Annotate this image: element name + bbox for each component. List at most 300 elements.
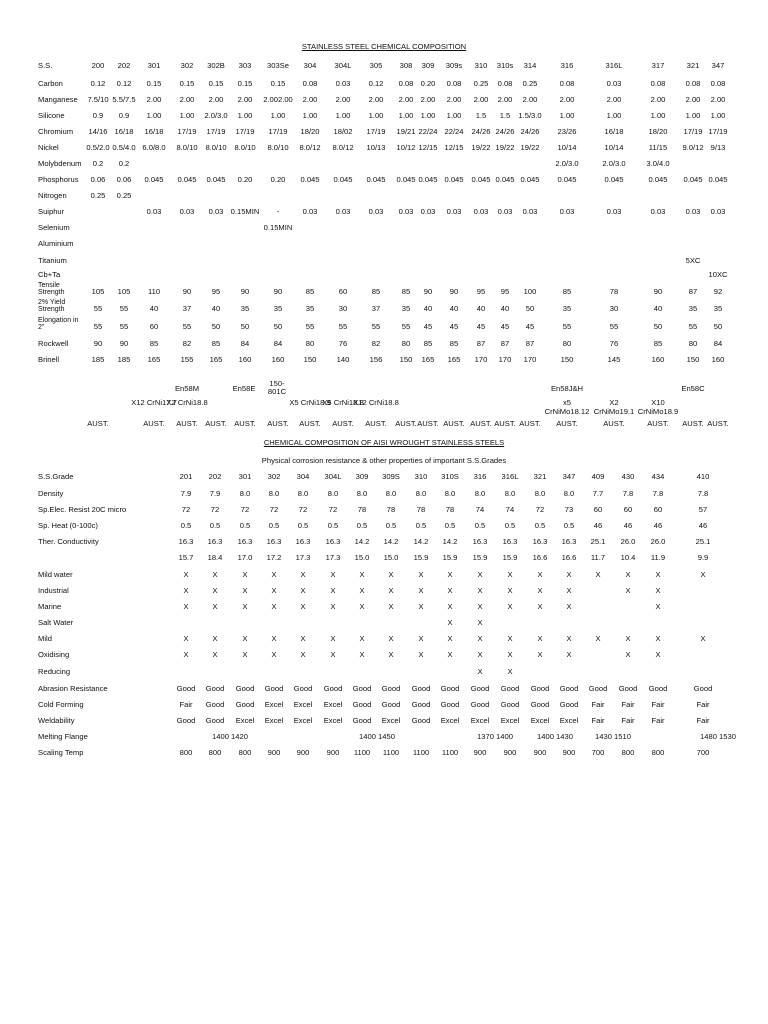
sheet2-header-cell: 410 [696, 472, 710, 481]
sheet2-cell: X [271, 634, 277, 643]
sheet1-cell: 170 [498, 355, 512, 364]
sheet1-cell: 0.03 [685, 207, 701, 216]
aust-label: AUST. [603, 419, 625, 428]
aust-label: AUST. [443, 419, 465, 428]
sheet2-header-cell: 310S [441, 472, 459, 481]
aust-label: AUST. [332, 419, 354, 428]
sheet1-row-label: Phosphorus [38, 175, 79, 184]
sheet2-cell: Excel [264, 700, 284, 709]
sheet2-cell: 800 [621, 748, 635, 757]
sheet2-cell: Excel [323, 700, 343, 709]
sheet2-row-label: Density [38, 489, 64, 498]
sheet2-cell: 72 [328, 505, 338, 514]
sheet2-row-label: Weldability [38, 716, 75, 725]
sheet1-header-cell: 302B [207, 61, 225, 70]
sheet1-cell: 2.00 [335, 95, 351, 104]
sheet1-header-cell: 309 [421, 61, 435, 70]
sheet1-cell: 24/26 [495, 127, 515, 136]
sheet2-cell: 1400 1430 [537, 732, 573, 741]
sheet2-cell: Good [500, 700, 520, 709]
equivalent-designation: X2 CrNiMo19.1 [593, 398, 635, 416]
sheet1-cell: 1.5 [499, 111, 511, 120]
sheet2-cell: Good [352, 700, 372, 709]
sheet1-cell: 0.045 [396, 175, 416, 184]
sheet2-cell: 0.5 [385, 521, 397, 530]
sheet1-cell: 0.03 [398, 207, 414, 216]
sheet2-cell: X [507, 570, 513, 579]
sheet1-cell: 18/02 [333, 127, 353, 136]
sheet1-cell: 8.0/12 [299, 143, 321, 152]
sheet1-cell: 11/15 [648, 143, 668, 152]
sheet2-cell: Excel [559, 716, 579, 725]
sheet2-cell: Excel [381, 716, 401, 725]
sheet1-cell: 35 [273, 304, 283, 313]
sheet1-row-label: Tensile Strength [38, 282, 65, 296]
equivalent-grade: En58C [681, 384, 705, 393]
sheet1-cell: 82 [371, 339, 381, 348]
sheet1-cell: 1.00 [146, 111, 162, 120]
sheet2-cell: 0.5 [444, 521, 456, 530]
sheet1-cell: 2.00 [368, 95, 384, 104]
sheet1-cell: 0.045 [177, 175, 197, 184]
sheet1-row-label: Chromium [38, 127, 74, 136]
sheet2-cell: 72 [298, 505, 308, 514]
sheet1-cell: 30 [609, 304, 619, 313]
sheet1-cell: 8.0/10 [267, 143, 289, 152]
sheet1-cell: 1.00 [368, 111, 384, 120]
sheet2-cell: 8.0 [356, 489, 368, 498]
aust-label: AUST. [556, 419, 578, 428]
sheet1-cell: 80 [305, 339, 315, 348]
sheet1-cell: 19/22 [520, 143, 540, 152]
sheet2-header-cell: 304L [324, 472, 342, 481]
sheet1-cell: 85 [562, 287, 572, 296]
sheet2-cell: Fair [696, 716, 710, 725]
sheet1-cell: 0.12 [368, 79, 384, 88]
sheet2-header-cell: 201 [179, 472, 193, 481]
sheet1-cell: 1.5 [475, 111, 487, 120]
equivalent-grade: En58E [232, 384, 256, 393]
sheet2-cell: 1100 [353, 748, 371, 757]
sheet1-cell: 17/19 [683, 127, 703, 136]
sheet1-cell: 0.045 [648, 175, 668, 184]
sheet1-cell: 1.00 [710, 111, 726, 120]
sheet1-cell: 40 [211, 304, 221, 313]
sheet1-cell: 90 [93, 339, 103, 348]
sheet1-cell: 0.06 [116, 175, 132, 184]
sheet2-cell: 16.3 [207, 537, 223, 546]
sheet2-cell: X [700, 634, 706, 643]
sheet2-cell: Excel [235, 716, 255, 725]
sheet2-row-label: Scaling Temp [38, 748, 84, 757]
sheet2-cell: X [388, 602, 394, 611]
sheet2-cell: 0.5 [504, 521, 516, 530]
equivalent-designation: X5 CrNi18.9 [289, 398, 331, 407]
sheet2-cell: X [330, 602, 336, 611]
sheet2-cell: X [537, 602, 543, 611]
sheet2-cell: 25.1 [590, 537, 606, 546]
sheet2-cell: X [418, 602, 424, 611]
sheet1-cell: 0.12 [116, 79, 132, 88]
aust-label: AUST. [299, 419, 321, 428]
sheet1-cell: 90 [119, 339, 129, 348]
sheet2-cell: 11.9 [650, 553, 666, 562]
sheet2-cell: Good [440, 700, 460, 709]
sheet2-cell: X [271, 602, 277, 611]
equivalent-grade: 150-801C [267, 379, 287, 396]
sheet1-cell: 50 [653, 322, 663, 331]
sheet2-cell: 60 [593, 505, 603, 514]
sheet1-row-label: Silicone [38, 111, 65, 120]
sheet1-cell: 78 [609, 287, 619, 296]
sheet2-cell: X [625, 570, 631, 579]
sheet1-cell: 45 [449, 322, 459, 331]
aust-label: AUST. [143, 419, 165, 428]
sheet2-cell: 7.9 [209, 489, 221, 498]
sheet1-cell: 60 [149, 322, 159, 331]
sheet2-header-cell: 309S [382, 472, 400, 481]
sheet2-cell: 8.0 [239, 489, 251, 498]
sheet1-cell: 2.00 [473, 95, 489, 104]
sheet2-cell: Good [530, 700, 550, 709]
equivalent-designation: X12 CrNi17.7 [131, 398, 177, 407]
sheet2-cell: X [359, 586, 365, 595]
equivalent-grade: En58M [174, 384, 200, 393]
sheet1-cell: 0.03 [606, 207, 622, 216]
sheet2-header-cell: 409 [591, 472, 605, 481]
sheet2-cell: 1100 [412, 748, 430, 757]
sheet1-cell: 0.9 [118, 111, 130, 120]
sheet2-cell: X [418, 570, 424, 579]
sheet1-cell: 90 [182, 287, 192, 296]
sheet1-cell: 1.00 [420, 111, 436, 120]
sheet1-cell: 10/14 [557, 143, 577, 152]
sheet2-cell: 16.3 [561, 537, 577, 546]
sheet2-cell: X [655, 602, 661, 611]
sheet1-cell: 17/19 [268, 127, 288, 136]
sheet1-cell: 50 [211, 322, 221, 331]
sheet1-cell: 85 [653, 339, 663, 348]
sheet2-cell: 800 [179, 748, 193, 757]
sheet1-cell: 1.00 [270, 111, 286, 120]
sheet2-row-label: Reducing [38, 667, 71, 676]
sheet1-header-cell: 304 [303, 61, 317, 70]
sheet1-cell: 0.06 [90, 175, 106, 184]
sheet2-cell: Good [411, 684, 431, 693]
sheet1-cell: 87 [688, 287, 698, 296]
aust-label: AUST. [267, 419, 289, 428]
sheet1-cell: 0.03 [559, 207, 575, 216]
sheet1-cell: 84 [713, 339, 723, 348]
sheet2-cell: X [418, 650, 424, 659]
sheet2-cell: Good [470, 700, 490, 709]
sheet1-cell: 156 [369, 355, 383, 364]
sheet1-cell: 55 [562, 322, 572, 331]
sheet2-cell: X [566, 602, 572, 611]
aust-label: AUST. [205, 419, 227, 428]
sheet2-cell: 26.0 [650, 537, 666, 546]
sheet2-cell: X [625, 586, 631, 595]
sheet1-cell: 40 [500, 304, 510, 313]
sheet1-cell: 37 [182, 304, 192, 313]
sheet1-cell: 0.045 [683, 175, 703, 184]
sheet2-cell: 0.5 [356, 521, 368, 530]
sheet1-cell: 80 [688, 339, 698, 348]
sheet2-cell: X [507, 650, 513, 659]
sheet2-cell: X [537, 586, 543, 595]
sheet2-cell: Good [440, 684, 460, 693]
sheet2-cell: 8.0 [504, 489, 516, 498]
sheet1-cell: 92 [713, 287, 723, 296]
sheet1-header-cell: 304L [334, 61, 352, 70]
sheet1-cell: 50 [240, 322, 250, 331]
sheet1-cell: 85 [211, 339, 221, 348]
sheet2-cell: X [359, 570, 365, 579]
sheet2-cell: Good [352, 716, 372, 725]
sheet2-header-cell: 434 [651, 472, 665, 481]
sheet2-cell: X [418, 634, 424, 643]
sheet2-cell: X [242, 570, 248, 579]
sheet1-cell: 55 [93, 304, 103, 313]
sheet2-cell: X [183, 602, 189, 611]
sheet2-cell: 1430 1510 [595, 732, 631, 741]
sheet2-cell: 60 [623, 505, 633, 514]
sheet2-cell: X [212, 634, 218, 643]
sheet2-cell: 73 [564, 505, 574, 514]
sheet1-cell: 0.20 [237, 175, 253, 184]
sheet1-cell: 80 [562, 339, 572, 348]
sheet2-cell: 15.7 [178, 553, 194, 562]
sheet2-cell: 900 [562, 748, 576, 757]
sheet1-cell: 110 [147, 287, 161, 296]
sheet1-cell: 90 [240, 287, 250, 296]
sheet2-cell: 1100 [382, 748, 400, 757]
sheet2-cell: Good [205, 684, 225, 693]
sheet2-cell: X [477, 618, 483, 627]
sheet2-cell: Fair [591, 700, 605, 709]
sheet2-row-label: Melting Flange [38, 732, 88, 741]
sheet1-cell: 100 [523, 287, 537, 296]
sheet1-row-label: Suiphur [38, 207, 65, 216]
sheet1-cell: 0.03 [446, 207, 462, 216]
sheet2-header-cell: 310 [414, 472, 428, 481]
sheet1-header-cell: 301 [147, 61, 161, 70]
sheet2-row-label: Abrasion Resistance [38, 684, 108, 693]
sheet1-cell: 55 [119, 322, 129, 331]
sheet1-cell: 2.00 [146, 95, 162, 104]
sheet2-cell: 46 [698, 521, 708, 530]
sheet2-cell: 72 [210, 505, 220, 514]
sheet2-cell: Fair [651, 700, 665, 709]
sheet2-cell: 8.0 [534, 489, 546, 498]
sheet1-header-cell: 347 [711, 61, 725, 70]
sheet1-cell: 0.15 [146, 79, 162, 88]
sheet2-cell: 11.7 [590, 553, 606, 562]
sheet2-cell: 8.0 [327, 489, 339, 498]
equivalent-designation: X10 CrNiMo18.9 [637, 398, 679, 416]
sheet1-cell: 85 [423, 339, 433, 348]
sheet1-cell: 8.0/10 [234, 143, 256, 152]
sheet1-cell: 160 [271, 355, 285, 364]
sheet1-row-label: Nitrogen [38, 191, 67, 200]
sheet2-cell: 900 [267, 748, 281, 757]
sheet1-cell: 12/15 [418, 143, 438, 152]
sheet1-cell: 185 [91, 355, 105, 364]
sheet2-cell: 14.2 [383, 537, 399, 546]
sheet1-cell: 0.5/2.0 [86, 143, 110, 152]
aust-label: AUST. [395, 419, 417, 428]
sheet1-cell: 0.03 [335, 207, 351, 216]
sheet1-cell: 1.00 [398, 111, 414, 120]
sheet1-cell: 165 [147, 355, 161, 364]
sheet1-cell: 30 [338, 304, 348, 313]
sheet2-cell: X [242, 650, 248, 659]
sheet2-cell: 900 [533, 748, 547, 757]
sheet2-cell: 1370 1400 [477, 732, 513, 741]
sheet2-cell: 7.8 [622, 489, 634, 498]
sheet2-cell: Good [293, 684, 313, 693]
sheet1-cell: 2.0/3.0 [555, 159, 579, 168]
sheet1-cell: 2.00 [179, 95, 195, 104]
sheet1-cell: 0.03 [473, 207, 489, 216]
sheet2-cell: 18.4 [207, 553, 223, 562]
sheet1-cell: 0.045 [557, 175, 577, 184]
sheet1-cell: 10/12 [396, 143, 416, 152]
aust-label: AUST. [417, 419, 439, 428]
sheet2-header-label: S.S.Grade [38, 472, 74, 481]
sheet1-cell: 37 [371, 304, 381, 313]
sheet2-cell: 16.3 [237, 537, 253, 546]
sheet1-row-label: Brinell [38, 355, 60, 364]
sheet2-cell: Good [500, 684, 520, 693]
sheet1-cell: 0.045 [206, 175, 226, 184]
sheet1-cell: 1.00 [335, 111, 351, 120]
sheet1-cell: 19/22 [495, 143, 515, 152]
sheet2-cell: X [507, 667, 513, 676]
sheet1-cell: 2.00 [398, 95, 414, 104]
sheet1-cell: 0.08 [497, 79, 513, 88]
sheet2-cell: X [447, 634, 453, 643]
sheet1-row-label: Aluminium [38, 239, 74, 248]
sheet2-cell: 1400 1420 [212, 732, 248, 741]
sheet2-header-cell: 316 [473, 472, 487, 481]
sheet2-cell: X [477, 634, 483, 643]
sheet1-cell: 22/24 [418, 127, 438, 136]
sheet1-cell: 105 [117, 287, 131, 296]
sheet2-cell: 46 [623, 521, 633, 530]
sheet1-cell: 40 [449, 304, 459, 313]
sheet1-cell: 35 [401, 304, 411, 313]
sheet2-cell: 74 [475, 505, 485, 514]
sheet1-cell: 155 [180, 355, 194, 364]
sheet2-header-cell: 316L [501, 472, 519, 481]
sheet2-cell: 16.6 [561, 553, 577, 562]
sheet1-cell: 50 [525, 304, 535, 313]
sheet1-header-cell: 321 [686, 61, 700, 70]
sheet1-cell: 95 [211, 287, 221, 296]
sheet2-cell: 16.3 [502, 537, 518, 546]
sheet2-cell: X [330, 586, 336, 595]
sheet2-cell: 74 [505, 505, 515, 514]
sheet1-row-label: Cb+Ta [38, 270, 61, 279]
sheet2-cell: X [300, 650, 306, 659]
sheet1-cell: 2.00 [237, 95, 253, 104]
sheet2-row-label: Sp.Elec. Resist 20C micro [38, 505, 127, 514]
sheet2-cell: 14.2 [413, 537, 429, 546]
sheet1-cell: 0.25 [116, 191, 132, 200]
sheet1-cell: 0.03 [335, 79, 351, 88]
sheet1-cell: 1.00 [179, 111, 195, 120]
sheet1-cell: 55 [305, 322, 315, 331]
sheet1-header-cell: 316L [605, 61, 623, 70]
sheet2-row-label: Oxidising [38, 650, 70, 659]
sheet1-cell: 0.08 [559, 79, 575, 88]
sheet1-cell: 1.00 [446, 111, 462, 120]
sheet1-cell: 2.0/3.0 [602, 159, 626, 168]
sheet1-cell: 90 [449, 287, 459, 296]
sheet2-cell: 26.0 [620, 537, 636, 546]
sheet2-cell: 900 [296, 748, 310, 757]
sheet2-cell: 0.5 [239, 521, 251, 530]
sheet1-cell: 0.25 [522, 79, 538, 88]
sheet2-row-label: Mild water [38, 570, 73, 579]
sheet2-cell: 0.5 [474, 521, 486, 530]
sheet2-cell: 7.7 [592, 489, 604, 498]
sheet1-cell: 0.045 [144, 175, 164, 184]
sheet1-cell: 0.045 [708, 175, 728, 184]
sheet1-cell: 165 [209, 355, 223, 364]
sheet1-cell: 0.03 [650, 207, 666, 216]
sheet2-cell: 16.6 [532, 553, 548, 562]
sheet2-cell: 72 [269, 505, 279, 514]
sheet2-cell: 15.0 [383, 553, 399, 562]
sheet2-cell: Excel [500, 716, 520, 725]
aust-label: AUST. [234, 419, 256, 428]
sheet1-cell: 0.08 [302, 79, 318, 88]
sheet1-cell: 85 [305, 287, 315, 296]
sheet2-cell: 0.5 [297, 521, 309, 530]
sheet1-cell: 2.0/3.0 [204, 111, 228, 120]
sheet1-cell: 150 [303, 355, 317, 364]
sheet1-cell: 10/14 [604, 143, 624, 152]
sheet2-cell: 8.0 [563, 489, 575, 498]
sheet2-row-label: Cold Forming [38, 700, 84, 709]
sheet2-cell: X [477, 586, 483, 595]
aust-label: AUST. [494, 419, 516, 428]
sheet1-cell: 55 [609, 322, 619, 331]
sheet1-cell: 150 [560, 355, 574, 364]
sheet1-cell: 0.15MIN [263, 223, 293, 232]
sheet2-cell: X [566, 634, 572, 643]
sheet2-cell: X [330, 650, 336, 659]
sheet2-header-cell: 302 [267, 472, 281, 481]
sheet2-cell: X [507, 634, 513, 643]
sheet1-cell: 17/19 [235, 127, 255, 136]
sheet1-cell: 55 [338, 322, 348, 331]
sheet1-cell: 40 [149, 304, 159, 313]
sheet2-cell: 1400 1450 [359, 732, 395, 741]
sheet2-cell: 0.5 [180, 521, 192, 530]
sheet2-header-cell: 347 [562, 472, 576, 481]
sheet1-cell: 1.00 [606, 111, 622, 120]
sheet2-cell: X [271, 570, 277, 579]
sheet2-cell: Fair [621, 700, 635, 709]
sheet1-cell: 10XC [708, 270, 728, 279]
sheet1-header-cell: 305 [369, 61, 383, 70]
sheet2-cell: Excel [293, 700, 313, 709]
sheet1-cell: 24/26 [471, 127, 491, 136]
sheet2-cell: Good [264, 684, 284, 693]
